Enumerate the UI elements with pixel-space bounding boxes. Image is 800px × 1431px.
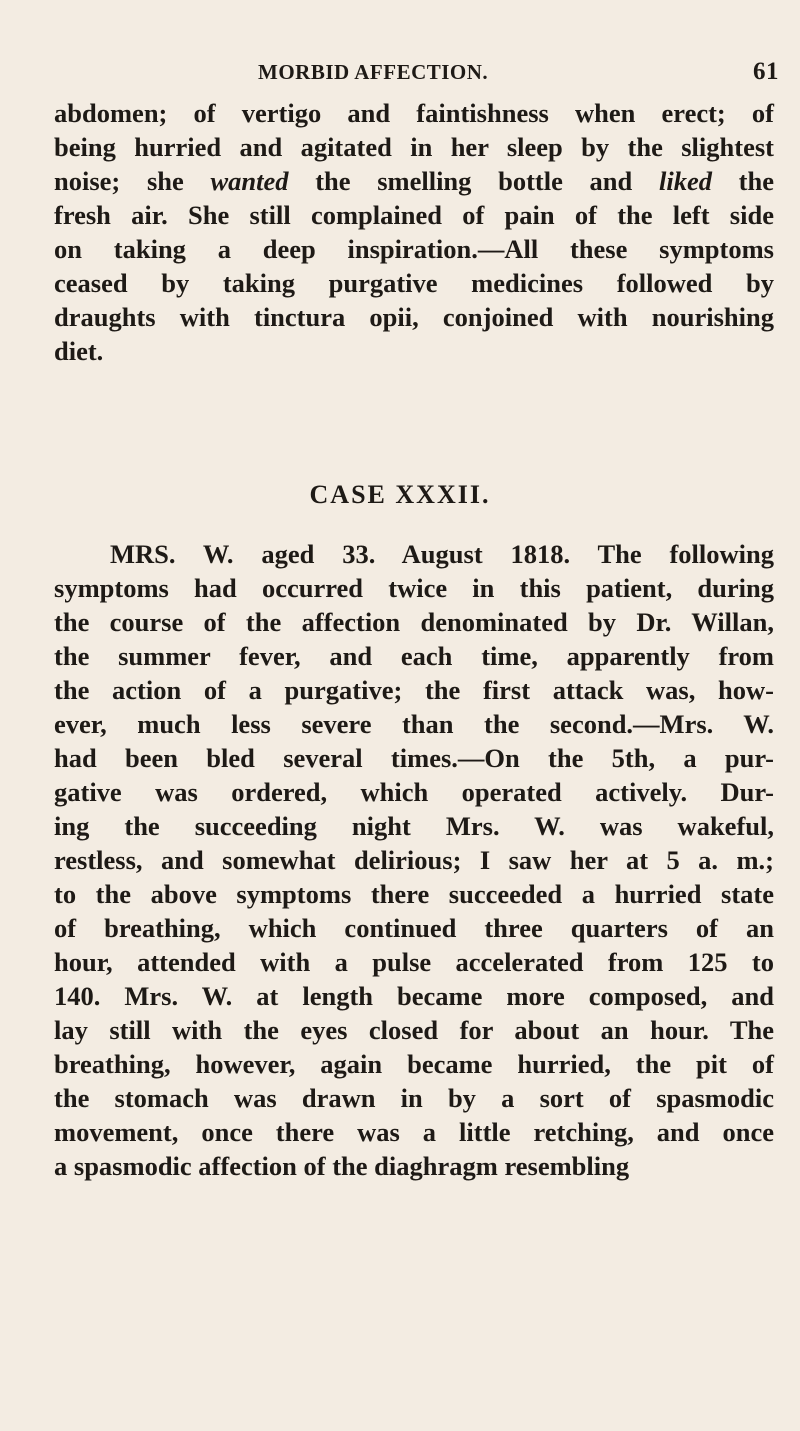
text-line: symptoms had occurred twice in this patient, during [54, 573, 774, 603]
text-line: 140. Mrs. W. at length became more composed, and [54, 981, 774, 1011]
text-line: of breathing, which continued three quarters of an [54, 913, 774, 943]
text-line: the stomach was drawn in by a sort of spasmodic [54, 1083, 774, 1113]
running-title: MORBID AFFECTION. [258, 60, 489, 84]
text-line: gative was ordered, which operated actively. Dur- [54, 777, 774, 807]
text-line: being hurried and agitated in her sleep by the slightest [54, 132, 774, 162]
text-line: lay still with the eyes closed for about an hour. The [54, 1015, 774, 1045]
text-line: movement, once there was a little retching, and once [54, 1117, 774, 1147]
text-line: MRS. W. aged 33. August 1818. The following [110, 539, 774, 569]
text-line: restless, and somewhat delirious; I saw her at 5 a. m.; [54, 845, 774, 875]
text-line: ever, much less severe than the second.—Mrs. W. [54, 709, 774, 739]
text-line: abdomen; of vertigo and faintishness when erect; of [54, 98, 774, 128]
paragraph-continuation [54, 96, 774, 368]
case-heading: CASE XXXII. [309, 480, 491, 509]
text-line: breathing, however, again became hurried, the pit of [54, 1049, 774, 1079]
text-line: the summer fever, and each time, apparently from [54, 641, 774, 671]
text-line: fresh air. She still complained of pain of the left side [54, 200, 774, 230]
text-line: the course of the affection denominated by Dr. Willan, [54, 607, 774, 637]
text-line: had been bled several times.—On the 5th, a pur- [54, 743, 774, 773]
text-line: draughts with tinctura opii, conjoined with nourishing [54, 302, 774, 332]
text-line: on taking a deep inspiration.—All these symptoms [54, 234, 774, 264]
text-line: diet. [54, 336, 104, 366]
text-line: the action of a purgative; the first attack was, how- [54, 675, 774, 705]
text-line: noise; she wanted the smelling bottle and liked the [54, 166, 774, 196]
text-line: a spasmodic affection of the diaghragm resembling [54, 1151, 630, 1181]
text-line: ing the succeeding night Mrs. W. was wakeful, [54, 811, 774, 841]
text-line: hour, attended with a pulse accelerated from 125 to [54, 947, 774, 977]
text-line: ceased by taking purgative medicines followed by [54, 268, 774, 298]
text-line: to the above symptoms there succeeded a hurried state [54, 879, 774, 909]
running-header [258, 60, 778, 85]
paragraph-case-xxxii [54, 537, 774, 1183]
page-number: 61 [753, 58, 779, 85]
